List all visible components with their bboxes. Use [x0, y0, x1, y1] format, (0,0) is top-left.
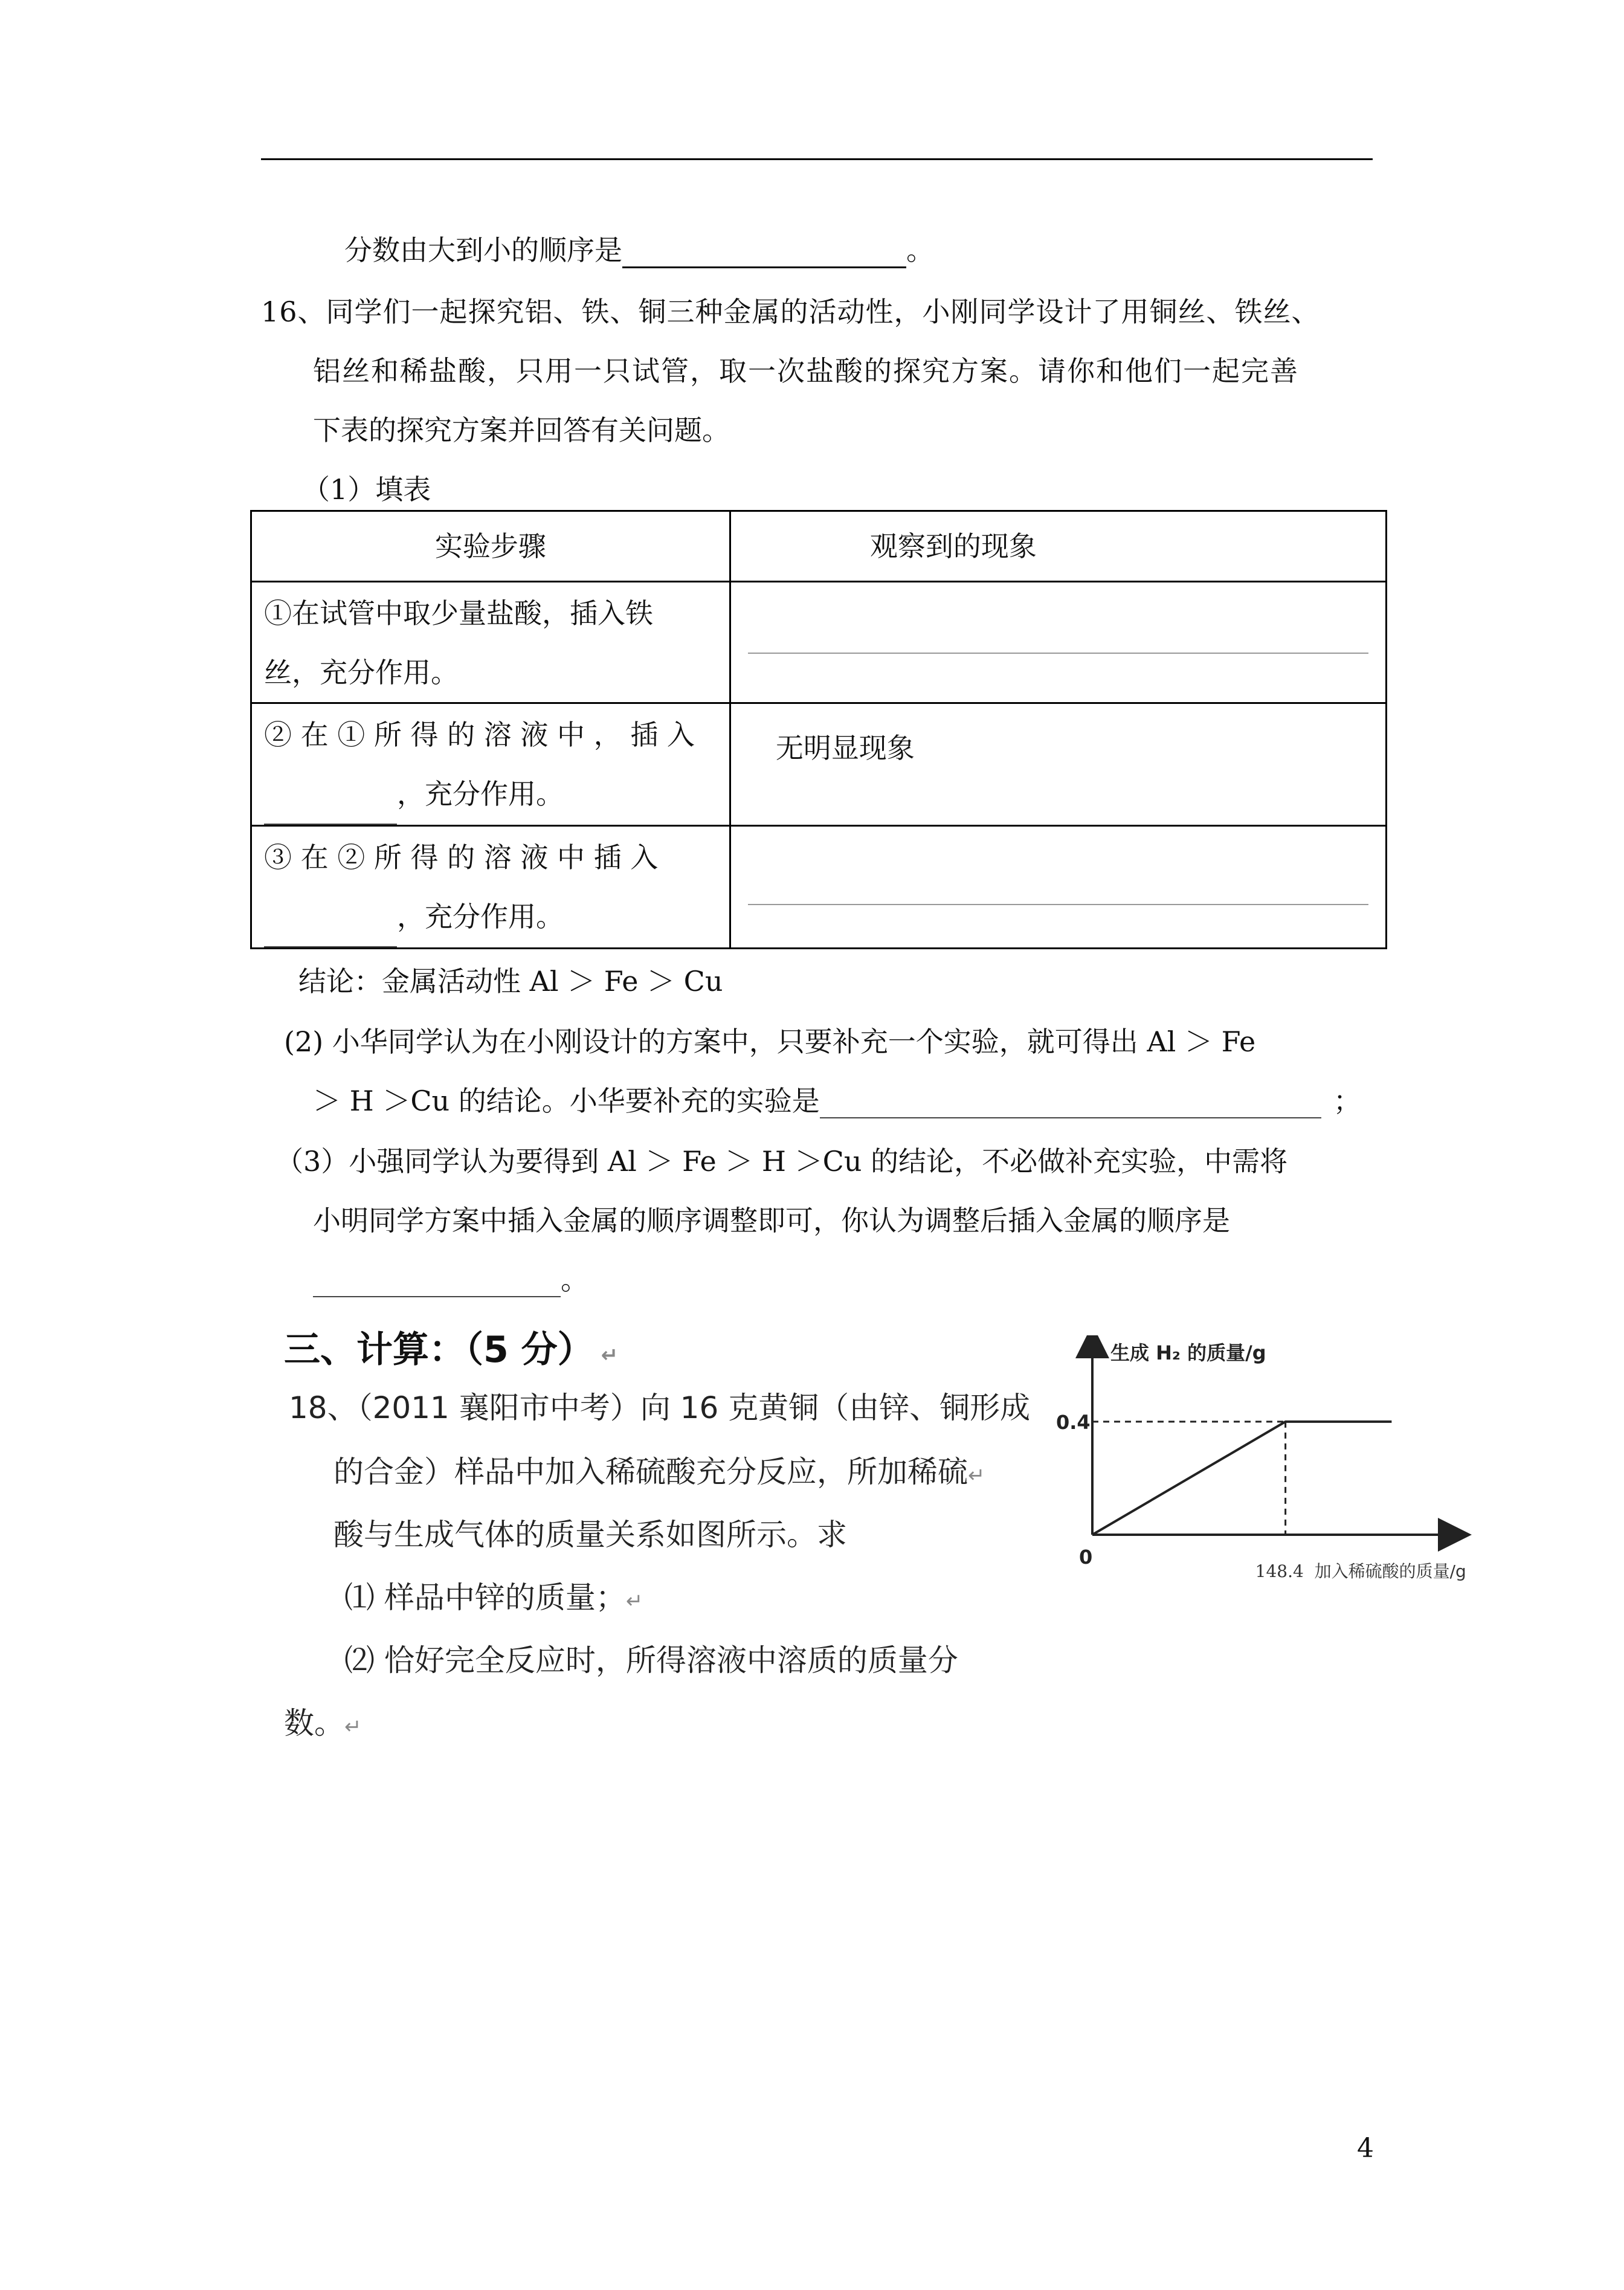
step-2-blank[interactable] [264, 764, 397, 825]
q18-line3-text: 酸与生成气体的质量关系如图所示。求 [334, 1517, 847, 1552]
section-3-title-text: 三、计算：（5 分） [284, 1329, 594, 1371]
table-row [251, 703, 1387, 826]
section-3-title [284, 1321, 618, 1373]
table-header-row [251, 511, 1387, 582]
observation-blank-3[interactable] [748, 904, 1368, 905]
part2-text: ＞ H ＞Cu 的结论。小华要补充的实验是 [313, 1085, 820, 1117]
q15-tail-end: 。 [906, 234, 934, 266]
return-mark-icon: ↵ [344, 1715, 362, 1739]
part3-line1: （3）小强同学认为要得到 Al ＞ Fe ＞ H ＞Cu 的结论，不必做补充实验，中需将 [276, 1145, 1288, 1178]
q18-sub1 [344, 1573, 643, 1617]
part2-blank[interactable] [820, 1085, 1321, 1118]
step-3-line-a: ③ 在 ② 所 得 的 溶 液 中 插 入 [264, 841, 659, 874]
header-rule [261, 158, 1373, 160]
q18-sub2-text: ⑵ 恰好完全反应时，所得溶液中溶质的质量分 [344, 1643, 958, 1678]
header-observation: 观察到的现象 [730, 511, 1386, 582]
observation-cell-3[interactable] [730, 826, 1386, 949]
series-line [1092, 1422, 1391, 1535]
step-2-line-b: ，充分作用。 [397, 778, 564, 810]
x-axis-label: 加入稀硫酸的质量/g [1314, 1561, 1466, 1581]
part2-line1: (2) 小华同学认为在小刚设计的方案中，只要补充一个实验，就可得出 Al ＞ Fe [284, 1025, 1256, 1058]
q15-tail-text: 分数由大到小的顺序是 [344, 234, 622, 266]
q18-sub2-end [284, 1699, 362, 1743]
x-tick-label: 148.4 [1255, 1561, 1304, 1581]
q16-line3: 下表的探究方案并回答有关问题。 [313, 414, 730, 447]
origin-label: 0 [1079, 1546, 1093, 1569]
q16-line2: 铝丝和稀盐酸，只用一只试管，取一次盐酸的探究方案。请你和他们一起完善 [313, 355, 1299, 387]
q18-line1 [289, 1384, 1030, 1427]
q18-sub2 [344, 1636, 958, 1680]
return-mark-icon: ↵ [968, 1463, 985, 1488]
conclusion-line: 结论：金属活动性 Al ＞ Fe ＞ Cu [298, 965, 723, 998]
part3-end: 。 [561, 1263, 588, 1296]
q18-sub2-end-text: 数。 [284, 1706, 344, 1741]
step-cell-3 [251, 826, 730, 949]
q18-line2-text: 的合金）样品中加入稀硫酸充分反应，所加稀硫 [334, 1454, 968, 1489]
y-tick-label: 0.4 [1056, 1410, 1091, 1434]
step-1-line-b: 丝，充分作用。 [264, 656, 459, 689]
step-2-line-a: ② 在 ① 所 得 的 溶 液 中 ， 插 入 [264, 718, 695, 751]
answer-blank[interactable] [622, 234, 906, 268]
q16-line1: 16、同学们一起探究铝、铁、铜三种金属的活动性，小刚同学设计了用铜丝、铁丝、 [261, 295, 1320, 328]
step-3-blank[interactable] [264, 887, 397, 947]
step-cell-1 [251, 582, 730, 703]
step-cell-2 [251, 703, 730, 826]
hydrogen-mass-chart [1051, 1335, 1474, 1625]
observation-2-text: 无明显现象 [775, 732, 915, 764]
q15-tail-line [344, 228, 934, 268]
header-step: 实验步骤 [251, 511, 730, 582]
y-axis-label: 生成 H₂ 的质量/g [1110, 1341, 1266, 1364]
part3-blank[interactable] [313, 1263, 561, 1297]
q18-line1-text: 18、（2011 襄阳市中考）向 16 克黄铜（由锌、铜形成 [289, 1390, 1031, 1425]
table-row [251, 826, 1387, 949]
q18-line2 [334, 1448, 985, 1491]
q18-line3 [334, 1511, 847, 1554]
experiment-table [250, 510, 1387, 949]
step-1-line-a: ①在试管中取少量盐酸，插入铁 [264, 597, 653, 630]
page-number: 4 [1357, 2133, 1374, 2164]
observation-cell-1[interactable] [730, 582, 1386, 703]
return-mark-icon: ↵ [601, 1343, 619, 1367]
return-mark-icon: ↵ [625, 1589, 643, 1613]
table-row [251, 582, 1387, 703]
observation-blank-1[interactable] [748, 653, 1368, 654]
observation-cell-2 [730, 703, 1386, 826]
q16-part1-label: （1）填表 [302, 473, 431, 506]
part3-line2: 小明同学方案中插入金属的顺序调整即可，你认为调整后插入金属的顺序是 [313, 1204, 1230, 1237]
part3-line3 [313, 1258, 588, 1298]
q18-sub1-text: ⑴ 样品中锌的质量； [344, 1580, 626, 1615]
chart-plot-area [1056, 1341, 1466, 1581]
part2-end: ； [1333, 1085, 1361, 1117]
part2-line2 [313, 1079, 1361, 1119]
step-3-line-b: ，充分作用。 [397, 900, 564, 933]
